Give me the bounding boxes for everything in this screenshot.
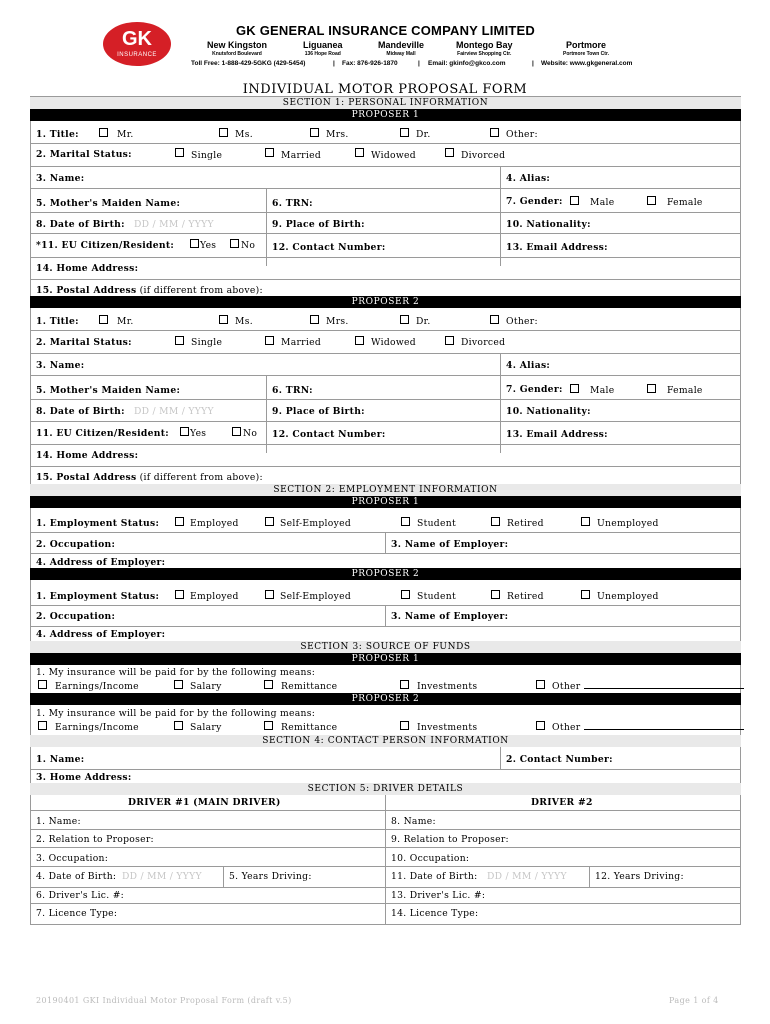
- p2-alias-label[interactable]: 4. Alias:: [506, 360, 551, 371]
- d1-years-label[interactable]: 5. Years Driving:: [229, 871, 312, 882]
- unemployed-label: Unemployed: [597, 591, 659, 602]
- yes-label: Yes: [190, 428, 207, 439]
- s2p2-address-label[interactable]: 4. Address of Employer:: [36, 629, 166, 640]
- retired-label: Retired: [507, 591, 544, 602]
- s2p1-address-label[interactable]: 4. Address of Employer:: [36, 557, 166, 568]
- company-name: GK GENERAL INSURANCE COMPANY LIMITED: [236, 23, 535, 38]
- p2-title-label: 1. Title:: [36, 316, 79, 327]
- p2-title-mr-checkbox[interactable]: [99, 315, 108, 324]
- p1-name-label[interactable]: 3. Name:: [36, 173, 85, 184]
- retired-label: Retired: [507, 518, 544, 529]
- s2-proposer2-band: PROPOSER 2: [30, 568, 741, 580]
- no-label: No: [243, 428, 258, 439]
- p2-dob-label[interactable]: 8. Date of Birth:: [36, 406, 125, 417]
- d1-licence-num-label[interactable]: 6. Driver's Lic. #:: [36, 890, 125, 901]
- investments-label: Investments: [417, 722, 478, 733]
- p2-trn-label[interactable]: 6. TRN:: [272, 385, 313, 396]
- self-employed-label: Self-Employed: [280, 518, 352, 529]
- d1-relation-label[interactable]: 2. Relation to Proposer:: [36, 834, 154, 845]
- p2-nationality-label[interactable]: 10. Nationality:: [506, 406, 591, 417]
- other-label: Other:: [506, 316, 538, 327]
- s3p1-investments-checkbox[interactable]: [400, 680, 409, 689]
- p1-email-label[interactable]: 13. Email Address:: [506, 242, 608, 253]
- s2p2-status-label: 1. Employment Status:: [36, 591, 160, 602]
- p1-female-checkbox[interactable]: [647, 196, 656, 205]
- p2-title-mrs-checkbox[interactable]: [310, 315, 319, 324]
- divorced-label: Divorced: [461, 150, 506, 161]
- footer-page-number: Page 1 of 4: [669, 996, 719, 1005]
- s3p2-question: 1. My insurance will be paid for by the following means:: [36, 708, 316, 719]
- d1-dob-label[interactable]: 4. Date of Birth:: [36, 871, 117, 882]
- p1-mmn-label[interactable]: 5. Mother's Maiden Name:: [36, 198, 181, 209]
- logo-subtext: INSURANCE: [117, 52, 157, 58]
- s3p1-other-checkbox[interactable]: [536, 680, 545, 689]
- section2-heading: SECTION 2: EMPLOYMENT INFORMATION: [30, 484, 741, 496]
- section1-heading: SECTION 1: PERSONAL INFORMATION: [30, 97, 741, 109]
- s2p2-student-checkbox[interactable]: [401, 590, 410, 599]
- student-label: Student: [417, 518, 456, 529]
- company-logo: [103, 22, 171, 66]
- mrs-label: Mrs.: [326, 316, 349, 327]
- p1-trn-label[interactable]: 6. TRN:: [272, 198, 313, 209]
- s3p2-earnings-checkbox[interactable]: [38, 721, 47, 730]
- mr-label: Mr.: [117, 129, 134, 140]
- married-label: Married: [281, 337, 322, 348]
- widowed-label: Widowed: [371, 337, 416, 348]
- p1-marital-label: 2. Marital Status:: [36, 149, 132, 160]
- married-label: Married: [281, 150, 322, 161]
- p2-title-ms-checkbox[interactable]: [219, 315, 228, 324]
- p2-divorced-checkbox[interactable]: [445, 336, 454, 345]
- s2p1-employed-checkbox[interactable]: [175, 517, 184, 526]
- d2-licence-num-label[interactable]: 13. Driver's Lic. #:: [391, 890, 486, 901]
- single-label: Single: [191, 150, 223, 161]
- ms-label: Ms.: [235, 129, 253, 140]
- p2-pob-label[interactable]: 9. Place of Birth:: [272, 406, 365, 417]
- s2p2-retired-checkbox[interactable]: [491, 590, 500, 599]
- s2p2-occupation-label[interactable]: 2. Occupation:: [36, 611, 116, 622]
- mr-label: Mr.: [117, 316, 134, 327]
- p2-single-checkbox[interactable]: [175, 336, 184, 345]
- s2p1-student-checkbox[interactable]: [401, 517, 410, 526]
- d1-dob-placeholder: DD / MM / YYYY: [122, 871, 202, 882]
- form-title: INDIVIDUAL MOTOR PROPOSAL FORM: [242, 82, 528, 97]
- p1-title-label: 1. Title:: [36, 129, 79, 140]
- s1-proposer1-band: PROPOSER 1: [30, 109, 741, 121]
- p1-eu-yes-checkbox[interactable]: [190, 239, 199, 248]
- p2-female-checkbox[interactable]: [647, 384, 656, 393]
- mrs-label: Mrs.: [326, 129, 349, 140]
- s1-proposer2-band: PROPOSER 2: [30, 296, 741, 308]
- female-label: Female: [667, 197, 703, 208]
- remittance-label: Remittance: [281, 722, 338, 733]
- p2-title-dr-checkbox[interactable]: [400, 315, 409, 324]
- unemployed-label: Unemployed: [597, 518, 659, 529]
- p1-married-checkbox[interactable]: [265, 148, 274, 157]
- earnings-label: Earnings/Income: [55, 681, 139, 692]
- salary-label: Salary: [190, 722, 222, 733]
- driver1-heading: DRIVER #1 (MAIN DRIVER): [128, 797, 281, 808]
- p1-eu-no-checkbox[interactable]: [230, 239, 239, 248]
- driver2-heading: DRIVER #2: [531, 797, 593, 808]
- s2p2-self-employed-checkbox[interactable]: [265, 590, 274, 599]
- email: Email: gkinfo@gkco.com: [428, 60, 506, 67]
- p1-pob-label[interactable]: 9. Place of Birth:: [272, 219, 365, 230]
- s4-contact-label[interactable]: 2. Contact Number:: [506, 754, 613, 765]
- location-portmore: Portmore Portmore Town Ctr.: [563, 40, 610, 57]
- p1-title-dr-checkbox[interactable]: [400, 128, 409, 137]
- d2-dob-label[interactable]: 11. Date of Birth:: [391, 871, 478, 882]
- single-label: Single: [191, 337, 223, 348]
- d2-occupation-label[interactable]: 10. Occupation:: [391, 853, 470, 864]
- p1-contact-label[interactable]: 12. Contact Number:: [272, 242, 386, 253]
- s2p1-retired-checkbox[interactable]: [491, 517, 500, 526]
- location-mandeville: Mandeville Midway Mall: [378, 40, 425, 57]
- s3p1-remittance-checkbox[interactable]: [264, 680, 273, 689]
- p2-contact-label[interactable]: 12. Contact Number:: [272, 429, 386, 440]
- p1-title-ms-checkbox[interactable]: [219, 128, 228, 137]
- p1-title-mrs-checkbox[interactable]: [310, 128, 319, 137]
- p1-postal-label[interactable]: 15. Postal Address (if different from above):: [36, 285, 263, 296]
- d1-name-label[interactable]: 1. Name:: [36, 816, 81, 827]
- salary-label: Salary: [190, 681, 222, 692]
- p2-eu-label: 11. EU Citizen/Resident:: [36, 428, 169, 439]
- p2-title-other-checkbox[interactable]: [490, 315, 499, 324]
- p2-male-checkbox[interactable]: [570, 384, 579, 393]
- p1-alias-label[interactable]: 4. Alias:: [506, 173, 551, 184]
- d2-name-label[interactable]: 8. Name:: [391, 816, 436, 827]
- p2-eu-yes-checkbox[interactable]: [180, 427, 189, 436]
- p1-single-checkbox[interactable]: [175, 148, 184, 157]
- p1-widowed-checkbox[interactable]: [355, 148, 364, 157]
- widowed-label: Widowed: [371, 150, 416, 161]
- p2-name-label[interactable]: 3. Name:: [36, 360, 85, 371]
- p2-dob-placeholder: DD / MM / YYYY: [134, 406, 214, 417]
- other-label: Other:: [506, 129, 538, 140]
- earnings-label: Earnings/Income: [55, 722, 139, 733]
- d2-years-label[interactable]: 12. Years Driving:: [595, 871, 684, 882]
- s3-proposer1-band: PROPOSER 1: [30, 653, 741, 665]
- p1-title-mr-checkbox[interactable]: [99, 128, 108, 137]
- p1-male-checkbox[interactable]: [570, 196, 579, 205]
- location-montego-bay: Montego Bay Fairview Shopping Ctr.: [456, 40, 513, 57]
- location-liguanea: Liguanea 136 Hope Road: [303, 40, 343, 57]
- employed-label: Employed: [190, 518, 239, 529]
- s2p2-employed-checkbox[interactable]: [175, 590, 184, 599]
- divorced-label: Divorced: [461, 337, 506, 348]
- logo-text: GK: [122, 28, 152, 50]
- s2p2-unemployed-checkbox[interactable]: [581, 590, 590, 599]
- s2p2-employer-label[interactable]: 3. Name of Employer:: [391, 611, 509, 622]
- no-label: No: [241, 240, 256, 251]
- footer-doc-id: 20190401 GKI Individual Motor Proposal Form (draft v.5): [36, 996, 292, 1005]
- s3p2-remittance-checkbox[interactable]: [264, 721, 273, 730]
- section5-heading: SECTION 5: DRIVER DETAILS: [30, 783, 741, 795]
- s3p1-other-field[interactable]: Other: [552, 681, 744, 692]
- student-label: Student: [417, 591, 456, 602]
- d2-dob-placeholder: DD / MM / YYYY: [487, 871, 567, 882]
- p1-dob-label[interactable]: 8. Date of Birth:: [36, 219, 125, 230]
- d2-licence-type-label[interactable]: 14. Licence Type:: [391, 908, 479, 919]
- s3p1-question: 1. My insurance will be paid for by the following means:: [36, 667, 316, 678]
- yes-label: Yes: [200, 240, 217, 251]
- p1-dob-placeholder: DD / MM / YYYY: [134, 219, 214, 230]
- toll-free: Toll Free: 1-888-429-5GKG (429-5454): [191, 60, 306, 67]
- s2p1-employer-label[interactable]: 3. Name of Employer:: [391, 539, 509, 550]
- female-label: Female: [667, 385, 703, 396]
- remittance-label: Remittance: [281, 681, 338, 692]
- dr-label: Dr.: [416, 129, 431, 140]
- ms-label: Ms.: [235, 316, 253, 327]
- p1-eu-label: *11. EU Citizen/Resident:: [36, 240, 175, 251]
- p2-home-label[interactable]: 14. Home Address:: [36, 450, 139, 461]
- self-employed-label: Self-Employed: [280, 591, 352, 602]
- s2p1-status-label: 1. Employment Status:: [36, 518, 160, 529]
- s3p1-earnings-checkbox[interactable]: [38, 680, 47, 689]
- d1-licence-type-label[interactable]: 7. Licence Type:: [36, 908, 118, 919]
- p2-marital-label: 2. Marital Status:: [36, 337, 132, 348]
- p2-email-label[interactable]: 13. Email Address:: [506, 429, 608, 440]
- s2-proposer1-band: PROPOSER 1: [30, 496, 741, 508]
- s3p2-investments-checkbox[interactable]: [400, 721, 409, 730]
- male-label: Male: [590, 385, 615, 396]
- investments-label: Investments: [417, 681, 478, 692]
- d1-occupation-label[interactable]: 3. Occupation:: [36, 853, 109, 864]
- p2-married-checkbox[interactable]: [265, 336, 274, 345]
- p1-home-label[interactable]: 14. Home Address:: [36, 263, 139, 274]
- dr-label: Dr.: [416, 316, 431, 327]
- s3p1-salary-checkbox[interactable]: [174, 680, 183, 689]
- location-new-kingston: New Kingston Knutsford Boulevard: [207, 40, 267, 57]
- s3p2-other-field[interactable]: Other: [552, 722, 744, 733]
- s2p1-self-employed-checkbox[interactable]: [265, 517, 274, 526]
- s3p2-other-checkbox[interactable]: [536, 721, 545, 730]
- s2p1-occupation-label[interactable]: 2. Occupation:: [36, 539, 116, 550]
- s2p1-unemployed-checkbox[interactable]: [581, 517, 590, 526]
- section4-heading: SECTION 4: CONTACT PERSON INFORMATION: [30, 735, 741, 747]
- p1-title-other-checkbox[interactable]: [490, 128, 499, 137]
- s3-proposer2-band: PROPOSER 2: [30, 693, 741, 705]
- p1-divorced-checkbox[interactable]: [445, 148, 454, 157]
- p1-nationality-label[interactable]: 10. Nationality:: [506, 219, 591, 230]
- p2-postal-label[interactable]: 15. Postal Address (if different from above):: [36, 472, 263, 483]
- p1-gender-label: 7. Gender:: [506, 196, 563, 207]
- d2-relation-label[interactable]: 9. Relation to Proposer:: [391, 834, 509, 845]
- p2-eu-no-checkbox[interactable]: [232, 427, 241, 436]
- p2-gender-label: 7. Gender:: [506, 384, 563, 395]
- fax: Fax: 876-926-1870: [342, 60, 398, 67]
- s4-home-label[interactable]: 3. Home Address:: [36, 772, 132, 783]
- p2-widowed-checkbox[interactable]: [355, 336, 364, 345]
- male-label: Male: [590, 197, 615, 208]
- s4-name-label[interactable]: 1. Name:: [36, 754, 85, 765]
- section3-heading: SECTION 3: SOURCE OF FUNDS: [30, 641, 741, 653]
- employed-label: Employed: [190, 591, 239, 602]
- website: Website: www.gkgeneral.com: [541, 60, 633, 67]
- s3p2-salary-checkbox[interactable]: [174, 721, 183, 730]
- p2-mmn-label[interactable]: 5. Mother's Maiden Name:: [36, 385, 181, 396]
